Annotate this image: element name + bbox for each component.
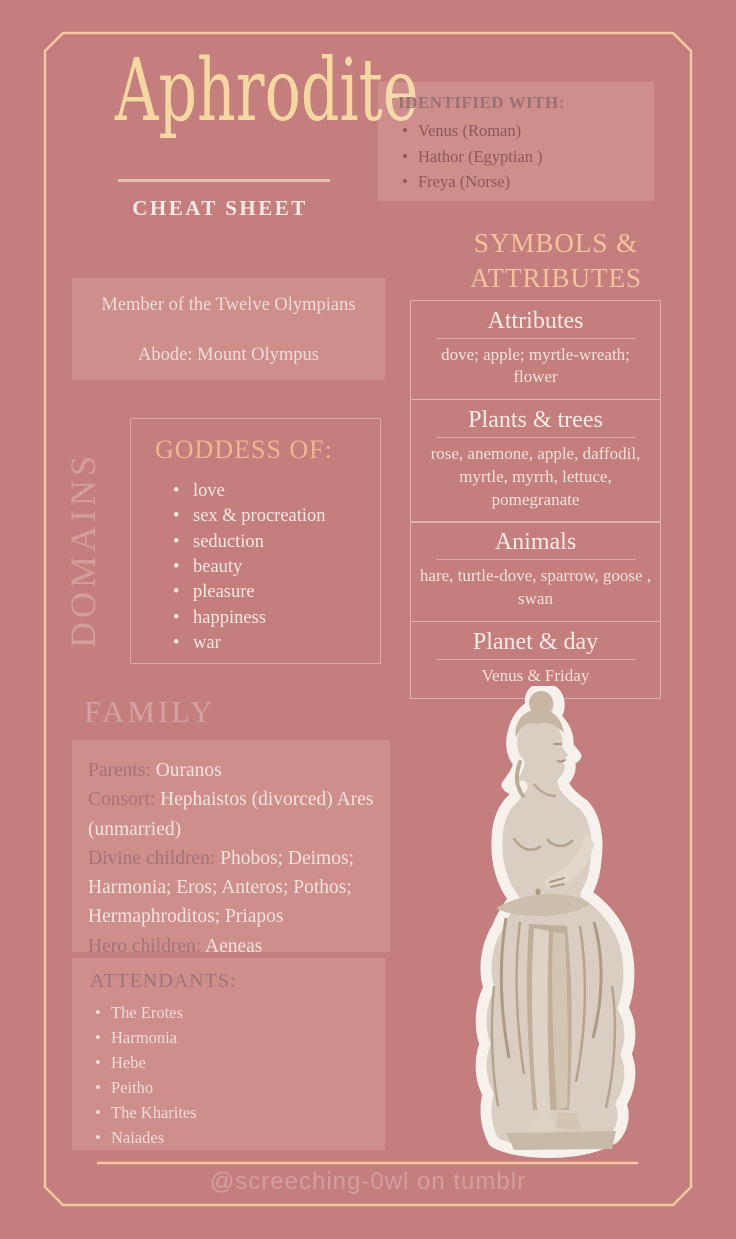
goddess-of-item: • happiness	[173, 606, 370, 631]
goddess-of-item: • love	[173, 479, 370, 504]
attribute-title-underline	[436, 659, 636, 660]
identified-with-list	[398, 118, 640, 195]
family-heading: FAMILY	[84, 694, 216, 729]
footer-credit: @screeching-0wl on tumblr	[209, 1168, 527, 1195]
title-divider	[118, 179, 330, 182]
family-row-value: Ouranos	[155, 760, 222, 781]
goddess-of-item: • sex & procreation	[173, 504, 370, 529]
identified-with-label: IDENTIFIED WITH:	[398, 93, 565, 112]
family-row	[88, 932, 376, 961]
family-row-label: Parents:	[88, 760, 151, 781]
attendants-item: • Naiades	[90, 1125, 373, 1150]
attributes-table-cell	[410, 300, 661, 401]
family-row-label: Divine children:	[88, 847, 216, 869]
attendants-box	[72, 958, 385, 1150]
attribute-cell-title: Attributes	[487, 307, 584, 334]
family-row	[88, 844, 376, 932]
family-row-label: Consort:	[88, 789, 156, 811]
identified-with-box	[378, 82, 654, 201]
attendants-item: • Harmonia	[90, 1025, 373, 1050]
goddess-of-item: • pleasure	[173, 580, 370, 605]
family-row	[88, 785, 376, 844]
goddess-of-box	[130, 418, 381, 664]
aphrodite-statue-svg	[434, 686, 648, 1168]
title-block	[50, 41, 419, 141]
family-row-value: Hephaistos (divorced) Ares (unmarried)	[88, 789, 374, 840]
attribute-cell-text: hare, turtle-dove, sparrow, goose , swan	[419, 566, 652, 609]
domains-side-label-wrap	[58, 450, 108, 650]
goddess-of-list	[173, 479, 370, 656]
domains-side-label: DOMAINS	[63, 451, 104, 649]
attendants-item: • The Kharites	[90, 1100, 373, 1125]
goddess-of-heading: GODDESS OF:	[155, 435, 333, 464]
attributes-table-cell	[410, 521, 661, 622]
identified-with-item: • Venus (Roman)	[398, 118, 640, 144]
symbols-attributes-heading: SYMBOLS & ATTRIBUTES	[470, 228, 642, 294]
goddess-of-item: • seduction	[173, 530, 370, 555]
attribute-cell-text: dove; apple; myrtle-wreath; flower	[441, 344, 630, 387]
attribute-cell-text: Venus & Friday	[481, 665, 590, 685]
page-subtitle: CHEAT SHEET	[132, 196, 308, 220]
attendants-heading: ATTENDANTS:	[90, 970, 237, 992]
attendants-item: • Peitho	[90, 1075, 373, 1100]
attribute-title-underline	[436, 338, 636, 339]
family-row-value: Phobos; Deimos; Harmonia; Eros; Anteros; Pothos; Hermaphroditos; Priapos	[88, 847, 354, 928]
aphrodite-statue-image	[434, 686, 648, 1168]
attributes-table-cell	[410, 399, 661, 523]
goddess-of-item: • beauty	[173, 555, 370, 580]
identified-with-item: • Freya (Norse)	[398, 169, 640, 195]
membership-line: Member of the Twelve Olympians	[101, 295, 356, 315]
attendants-item: • Hebe	[90, 1050, 373, 1075]
attribute-cell-text: rose, anemone, apple, daffodil, myrtle, myrrh, lettuce, pomegranate	[430, 443, 641, 509]
family-box	[72, 740, 390, 957]
attendants-list	[90, 1000, 373, 1150]
attribute-title-underline	[436, 437, 636, 438]
family-row-value: Aeneas	[204, 935, 263, 957]
attribute-cell-title: Animals	[494, 529, 577, 556]
abode-line: Abode: Mount Olympus	[138, 345, 319, 366]
attendants-item: • The Erotes	[90, 1000, 373, 1025]
family-row	[88, 756, 376, 785]
identified-with-item: • Hathor (Egyptian )	[398, 144, 640, 170]
attribute-title-underline	[436, 559, 636, 560]
goddess-of-item: • war	[173, 631, 370, 656]
family-row-label: Hero children:	[88, 935, 202, 957]
page-title: Aphrodite	[115, 41, 419, 141]
attributes-table	[410, 301, 661, 699]
membership-box	[72, 278, 385, 380]
attribute-cell-title: Plants & trees	[468, 406, 603, 433]
attribute-cell-title: Planet & day	[472, 628, 599, 655]
